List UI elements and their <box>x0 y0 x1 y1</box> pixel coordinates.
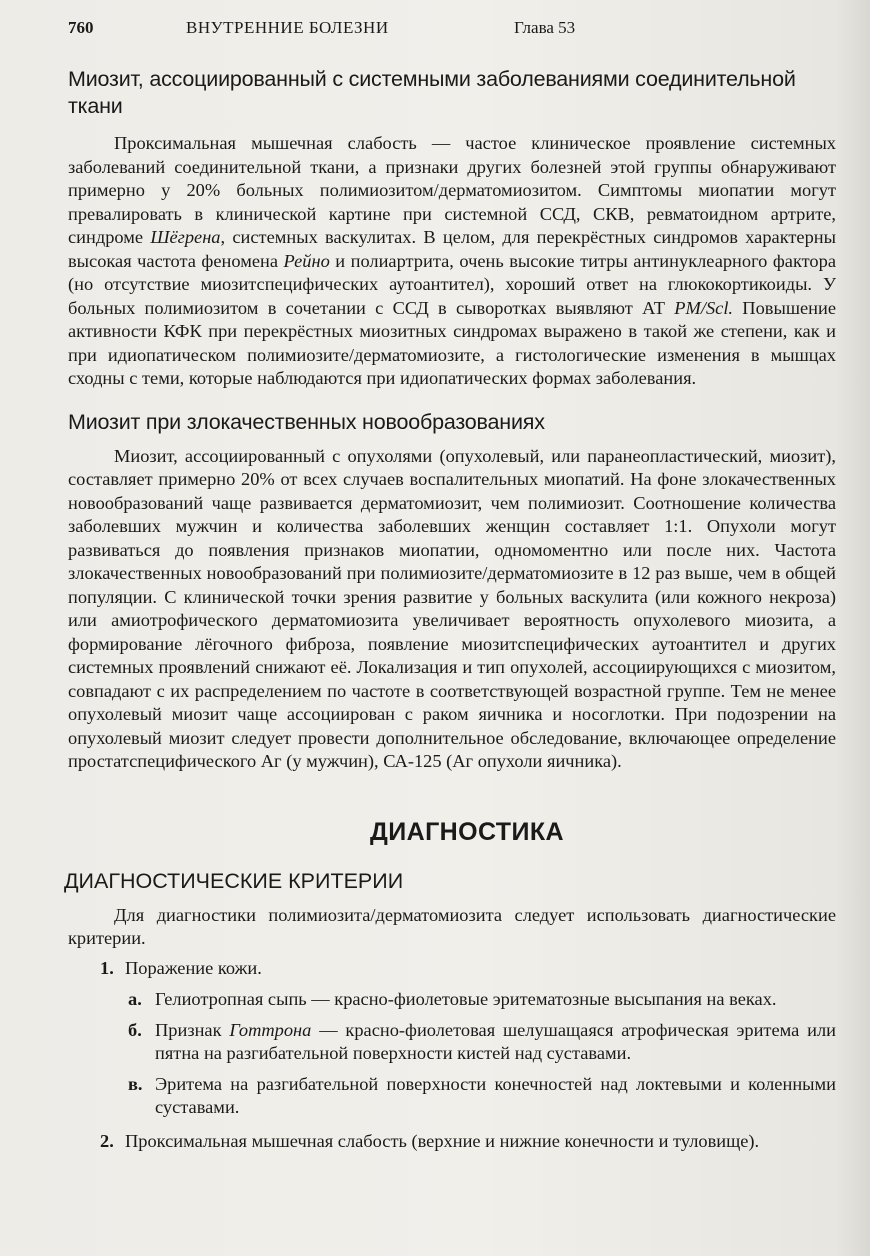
italic-term: PM/Scl. <box>674 297 734 318</box>
subsection-heading: ДИАГНОСТИЧЕСКИЕ КРИТЕРИИ <box>64 868 404 893</box>
criterion-subitem <box>128 1073 836 1120</box>
italic-term: Шёгрена <box>150 227 221 247</box>
text-run: Повышение активности КФК при перекрёстных миозитных синдромах выражено в такой же степени, как и при идиопатическом полимиозите/дерматомиозите, а гистологические изменения в мышцах сходны с теми, которые наблюдаются при идиопатических формах заболевания. <box>68 297 836 388</box>
section-heading: Миозит при злокачественных новообразованиях <box>68 409 545 434</box>
page-content <box>64 66 836 1161</box>
text-run: и полиартрита, очень высокие титры антинуклеарного фактора (но отсутствие миозитспецифических аутоантител), хороший ответ на глюкокортикоиды. У больных полимиозитом в сочетании с ССД в сыворотках выявляют АТ <box>68 250 836 318</box>
subitem-text-start: Признак <box>155 1019 230 1040</box>
subitem-letter: б. <box>128 1019 142 1040</box>
page-number: 760 <box>68 18 94 37</box>
section-heading: Миозит, ассоциированный с системными заболеваниями соединительной ткани <box>68 67 796 118</box>
section-paragraph: Миозит, ассоциированный с опухолями (опухолевый, или паранеопластический, миозит), составляет примерно 20% от всех случаев воспалительных миопатий. На фоне злокачественных новообразований чаще развивается дерматомиозит, чем полимиозит. Соотношение количества заболевших мужчин и количества заболевших женщин составляет 1:1. Опухоли могут развиваться до появления признаков миопатии, одномоментно или после них. Частота злокачественных новообразований при полимиозите/дерматомиозите в 12 раз выше, чем в общей популяции. С клинической точки зрения развитие у больных васкулита (или кожного некроза) или амиотрофического дерматомиозита увеличивает вероятность опухолевого миозита, а формирование лёгочного фиброза, появление миозитспецифических аутоантител и других системных проявлений снижают её. Локализация и тип опухолей, ассоциирующихся с миозитом, совпадают с их распределением по частоте в соответствующей возрастной группе. Тем не менее опухолевый миозит чаще ассоциирован с раком яичника и носоглотки. При подозрении на опухолевый миозит следует провести дополнительное обследование, включающее определение простатспецифического Аг (у мужчин), СА-125 (Аг опухоли яичника). <box>68 445 836 771</box>
section-cancer-myositis <box>68 409 836 774</box>
criterion-subitem <box>128 1019 836 1066</box>
book-title: ВНУТРЕННИЕ БОЛЕЗНИ <box>186 18 389 37</box>
italic-term: Рейно <box>283 250 330 271</box>
item-text: Поражение кожи. <box>125 957 262 978</box>
criterion-item <box>100 957 836 981</box>
chapter-heading: ДИАГНОСТИКА <box>370 817 564 846</box>
section-paragraph <box>68 132 836 391</box>
item-number: 2. <box>100 1130 114 1151</box>
subitem-text: Эритема на разгибательной поверхности конечностей над локтевыми и коленными суставами. <box>155 1073 836 1117</box>
text-run: , системных васкулитах. В целом, для перекрёстных синдромов характерны высокая частота феномена <box>68 227 836 271</box>
text-run: Проксимальная мышечная слабость — частое клиническое проявление системных заболеваний соединительной ткани, а признаки других болезней этой группы обнаруживают примерно у 20% больных полимиозитом/дерматомиозитом. Симптомы миопатии могут превалировать в клинической картине при системной ССД, СКВ, ревматоидном артрите, синдроме <box>68 133 836 247</box>
criterion-item <box>100 1130 836 1154</box>
item-text: Проксимальная мышечная слабость (верхние и нижние конечности и туловище). <box>125 1130 760 1151</box>
intro-paragraph: Для диагностики полимиозита/дерматомиозита следует использовать диагностические критерии. <box>68 904 836 948</box>
subitem-text: Гелиотропная сыпь — красно-фиолетовые эритематозные высыпания на веках. <box>155 989 777 1009</box>
subitem-letter: в. <box>128 1073 143 1094</box>
criterion-subitem <box>128 988 836 1012</box>
eponym: Готтрона <box>229 1019 312 1040</box>
subitem-text <box>155 1019 836 1066</box>
running-header <box>68 18 628 46</box>
section-diagnostics <box>64 817 836 1154</box>
section-connective-tissue-myositis <box>68 66 836 391</box>
chapter-label: Глава 53 <box>514 18 576 37</box>
item-number: 1. <box>100 957 114 978</box>
subitem-text-end: — красно-фиолетовая шелушащаяся атрофическая эритема или пятна на разгибательной поверхности кистей над суставами. <box>155 1019 836 1063</box>
subitem-letter: а. <box>128 989 142 1009</box>
